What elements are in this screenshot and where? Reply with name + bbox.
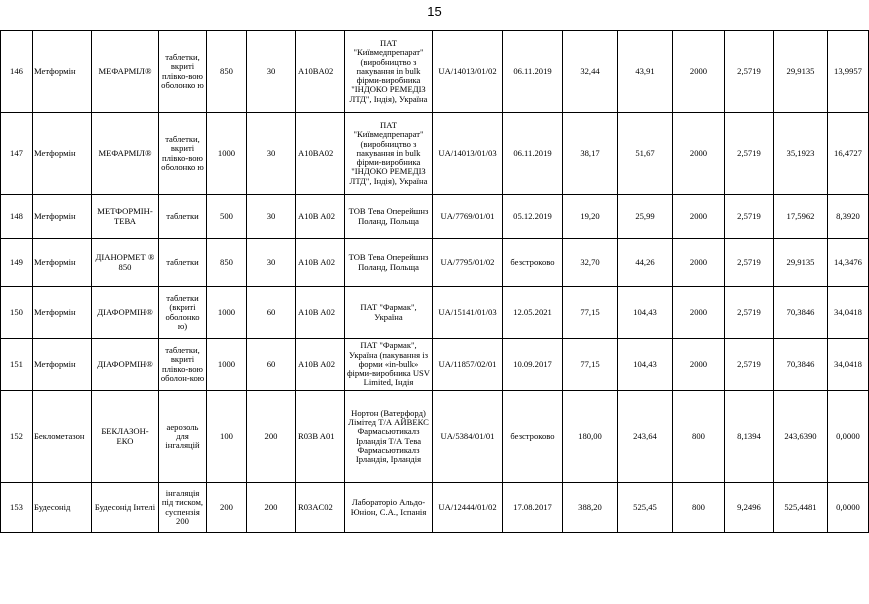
reimbursement-amount-cell: 35,1923 (774, 113, 828, 195)
manufacturer-cell: Лабораторіо Альдо-Юніон, С.А., Іспанія (345, 483, 433, 533)
atc-code-cell: A10BA02 (296, 113, 345, 195)
copayment-cell: 14,3476 (828, 239, 869, 287)
reference-price-cell: 2,5719 (725, 239, 774, 287)
atc-code-cell: A10B A02 (296, 195, 345, 239)
copayment-cell: 0,0000 (828, 483, 869, 533)
retail-price-cell: 44,26 (618, 239, 673, 287)
table-row (1, 195, 869, 239)
wholesale-price-cell: 77,15 (563, 287, 618, 339)
manufacturer-cell: ПАТ "Київмедпрепарат" (виробництво з пакування in bulk фірми-виробника "ІНДОКО РЕМЕДІЗ ЛТД", Індія), Україна (345, 31, 433, 113)
table-row (1, 483, 869, 533)
row-number: 148 (1, 195, 33, 239)
wholesale-price-cell: 32,44 (563, 31, 618, 113)
reimbursement-amount-cell: 525,4481 (774, 483, 828, 533)
pack-quantity-cell: 60 (247, 287, 296, 339)
dose-cell: 1000 (207, 339, 247, 391)
reference-price-cell: 2,5719 (725, 31, 774, 113)
dose-cell: 1000 (207, 287, 247, 339)
retail-price-cell: 51,67 (618, 113, 673, 195)
ddd-cell: 800 (673, 483, 725, 533)
row-number: 152 (1, 391, 33, 483)
pack-quantity-cell: 200 (247, 483, 296, 533)
pack-quantity-cell: 30 (247, 113, 296, 195)
atc-code-cell: A10BA02 (296, 31, 345, 113)
row-number: 153 (1, 483, 33, 533)
reimbursement-amount-cell: 17,5962 (774, 195, 828, 239)
registration-number-cell: UA/7795/01/02 (433, 239, 503, 287)
retail-price-cell: 525,45 (618, 483, 673, 533)
manufacturer-cell: ПАТ "Фармак", Україна (345, 287, 433, 339)
dosage-form-cell: таблетки, вкриті плівко-вою оболон-кою (159, 339, 207, 391)
row-number: 147 (1, 113, 33, 195)
row-number: 151 (1, 339, 33, 391)
ddd-cell: 2000 (673, 113, 725, 195)
copayment-cell: 13,9957 (828, 31, 869, 113)
registration-number-cell: UA/5384/01/01 (433, 391, 503, 483)
copayment-cell: 34,0418 (828, 287, 869, 339)
trade-name-cell: МЕТФОРМІН-ТЕВА (92, 195, 159, 239)
dosage-form-cell: таблетки, вкриті плівко-вою оболонко ю (159, 113, 207, 195)
dosage-form-cell: таблетки (159, 239, 207, 287)
atc-code-cell: A10B A02 (296, 239, 345, 287)
row-number: 149 (1, 239, 33, 287)
reimbursement-amount-cell: 70,3846 (774, 287, 828, 339)
copayment-cell: 16,4727 (828, 113, 869, 195)
table-row (1, 287, 869, 339)
atc-code-cell: R03B A01 (296, 391, 345, 483)
retail-price-cell: 243,64 (618, 391, 673, 483)
dosage-form-cell: аерозоль для інгаляцій (159, 391, 207, 483)
inn-cell: Метформін (33, 113, 92, 195)
dose-cell: 850 (207, 31, 247, 113)
reimbursement-amount-cell: 29,9135 (774, 239, 828, 287)
dosage-form-cell: інгаляція під тиском, суспензія 200 (159, 483, 207, 533)
retail-price-cell: 104,43 (618, 287, 673, 339)
retail-price-cell: 104,43 (618, 339, 673, 391)
manufacturer-cell: Нортон (Ватерфорд) Лімітед Т/А АЙВЕКС Фармасьютикалз Ірландія Т/А Тева Фармасьютикалз Ірландія, Ірландія (345, 391, 433, 483)
ddd-cell: 2000 (673, 239, 725, 287)
registration-number-cell: UA/11857/02/01 (433, 339, 503, 391)
inn-cell: Будесонід (33, 483, 92, 533)
table-row (1, 31, 869, 113)
wholesale-price-cell: 38,17 (563, 113, 618, 195)
registration-number-cell: UA/12444/01/02 (433, 483, 503, 533)
atc-code-cell: A10B A02 (296, 339, 345, 391)
reimbursement-amount-cell: 29,9135 (774, 31, 828, 113)
trade-name-cell: БЕКЛАЗОН-ЕКО (92, 391, 159, 483)
reimbursement-amount-cell: 243,6390 (774, 391, 828, 483)
table-row (1, 391, 869, 483)
manufacturer-cell: ТОВ Тева Оперейшнз Поланд, Польща (345, 239, 433, 287)
reference-price-cell: 2,5719 (725, 287, 774, 339)
ddd-cell: 800 (673, 391, 725, 483)
trade-name-cell: ДІАНОРМЕТ ® 850 (92, 239, 159, 287)
manufacturer-cell: ТОВ Тева Оперейшнз Поланд, Польща (345, 195, 433, 239)
registration-date-cell: 06.11.2019 (503, 113, 563, 195)
registration-date-cell: безстроково (503, 239, 563, 287)
trade-name-cell: МЕФАРМІЛ® (92, 31, 159, 113)
pack-quantity-cell: 30 (247, 195, 296, 239)
atc-code-cell: R03AC02 (296, 483, 345, 533)
reference-price-cell: 2,5719 (725, 339, 774, 391)
reimbursement-amount-cell: 70,3846 (774, 339, 828, 391)
registration-number-cell: UA/14013/01/03 (433, 113, 503, 195)
inn-cell: Беклометазон (33, 391, 92, 483)
ddd-cell: 2000 (673, 195, 725, 239)
pack-quantity-cell: 30 (247, 239, 296, 287)
inn-cell: Метформін (33, 31, 92, 113)
manufacturer-cell: ПАТ "Київмедпрепарат" (виробництво з пакування in bulk фірми-виробника "ІНДОКО РЕМЕДІЗ ЛТД", Індія), Україна (345, 113, 433, 195)
dose-cell: 1000 (207, 113, 247, 195)
pack-quantity-cell: 60 (247, 339, 296, 391)
trade-name-cell: ДІАФОРМІН® (92, 287, 159, 339)
table-row (1, 113, 869, 195)
retail-price-cell: 43,91 (618, 31, 673, 113)
row-number: 150 (1, 287, 33, 339)
dose-cell: 850 (207, 239, 247, 287)
trade-name-cell: МЕФАРМІЛ® (92, 113, 159, 195)
atc-code-cell: A10B A02 (296, 287, 345, 339)
registration-date-cell: 06.11.2019 (503, 31, 563, 113)
pack-quantity-cell: 200 (247, 391, 296, 483)
inn-cell: Метформін (33, 239, 92, 287)
wholesale-price-cell: 388,20 (563, 483, 618, 533)
registration-date-cell: 17.08.2017 (503, 483, 563, 533)
dosage-form-cell: таблетки (вкриті оболонко ю) (159, 287, 207, 339)
registration-number-cell: UA/15141/01/03 (433, 287, 503, 339)
registration-date-cell: 05.12.2019 (503, 195, 563, 239)
registration-number-cell: UA/7769/01/01 (433, 195, 503, 239)
manufacturer-cell: ПАТ "Фармак", Україна (пакування із форми «in-bulk» фірми-виробника USV Limited, Індія (345, 339, 433, 391)
page-number: 15 (427, 4, 442, 19)
copayment-cell: 0,0000 (828, 391, 869, 483)
ddd-cell: 2000 (673, 287, 725, 339)
registration-date-cell: безстроково (503, 391, 563, 483)
table-row (1, 239, 869, 287)
wholesale-price-cell: 32,70 (563, 239, 618, 287)
inn-cell: Метформін (33, 195, 92, 239)
pack-quantity-cell: 30 (247, 31, 296, 113)
reference-price-cell: 9,2496 (725, 483, 774, 533)
dose-cell: 200 (207, 483, 247, 533)
table-row (1, 339, 869, 391)
dosage-form-cell: таблетки (159, 195, 207, 239)
copayment-cell: 34,0418 (828, 339, 869, 391)
wholesale-price-cell: 180,00 (563, 391, 618, 483)
dose-cell: 100 (207, 391, 247, 483)
inn-cell: Метформін (33, 339, 92, 391)
trade-name-cell: Будесонід Інтелі (92, 483, 159, 533)
retail-price-cell: 25,99 (618, 195, 673, 239)
wholesale-price-cell: 77,15 (563, 339, 618, 391)
reference-price-cell: 2,5719 (725, 195, 774, 239)
ddd-cell: 2000 (673, 339, 725, 391)
trade-name-cell: ДІАФОРМІН® (92, 339, 159, 391)
reference-price-cell: 8,1394 (725, 391, 774, 483)
registration-date-cell: 12.05.2021 (503, 287, 563, 339)
registration-number-cell: UA/14013/01/02 (433, 31, 503, 113)
reference-price-cell: 2,5719 (725, 113, 774, 195)
drug-price-table (0, 30, 869, 533)
registration-date-cell: 10.09.2017 (503, 339, 563, 391)
wholesale-price-cell: 19,20 (563, 195, 618, 239)
copayment-cell: 8,3920 (828, 195, 869, 239)
row-number: 146 (1, 31, 33, 113)
dose-cell: 500 (207, 195, 247, 239)
ddd-cell: 2000 (673, 31, 725, 113)
inn-cell: Метформін (33, 287, 92, 339)
dosage-form-cell: таблетки, вкриті плівко-вою оболонко ю (159, 31, 207, 113)
